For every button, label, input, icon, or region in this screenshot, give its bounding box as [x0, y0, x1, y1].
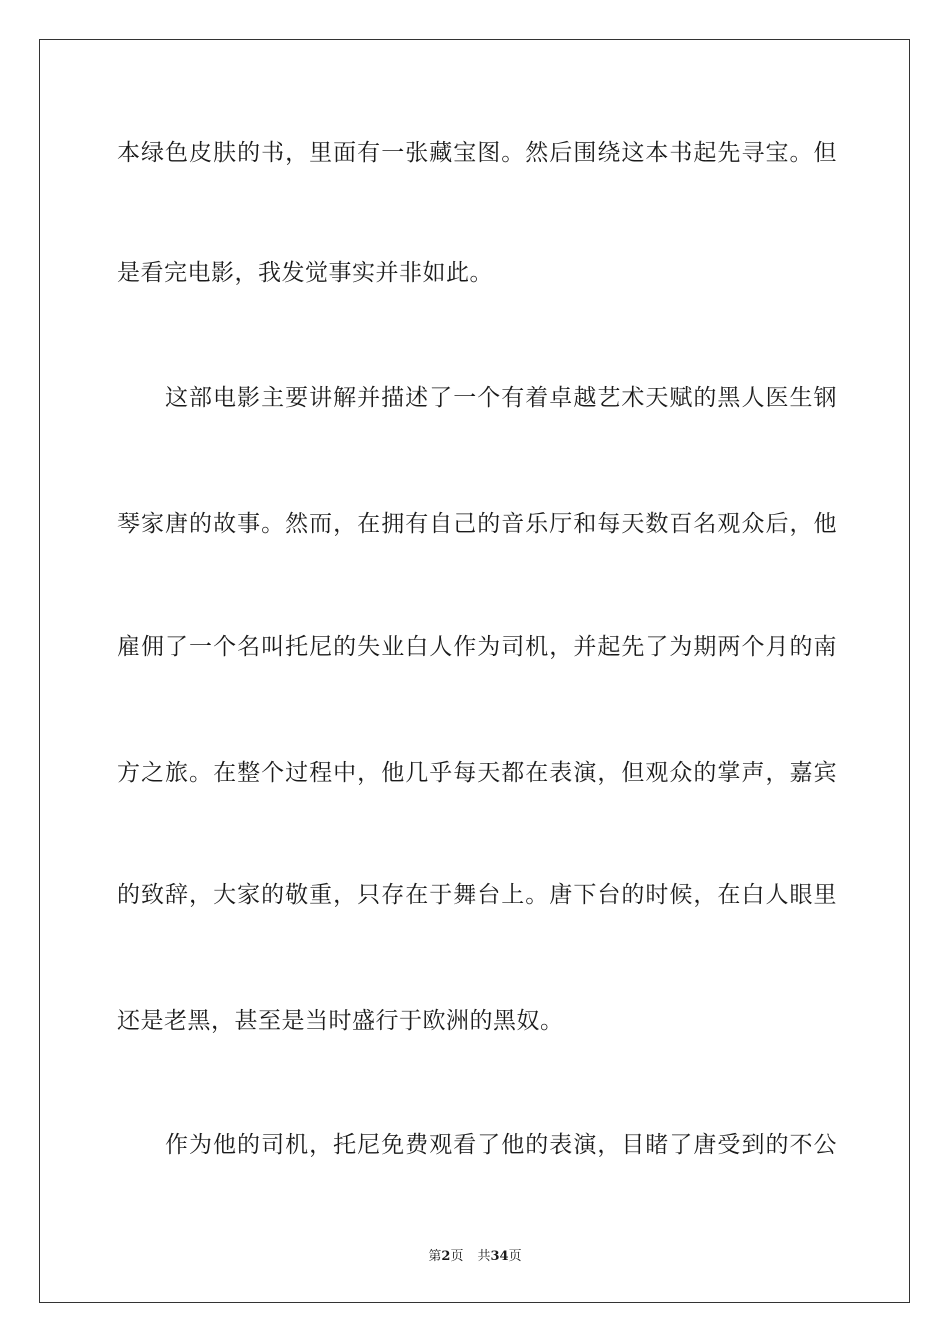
text-line: 雇佣了一个名叫托尼的失业白人作为司机，并起先了为期两个月的南 [117, 634, 837, 660]
page-number: 2 [441, 1249, 451, 1264]
page-footer [0, 1248, 950, 1266]
total-label-prefix: 共 [477, 1249, 491, 1264]
text-line: 方之旅。在整个过程中，他几乎每天都在表演，但观众的掌声，嘉宾 [117, 760, 837, 786]
total-label-suffix: 页 [508, 1249, 522, 1264]
text-line: 是看完电影，我发觉事实并非如此。 [117, 260, 493, 286]
page-label-prefix: 第 [428, 1249, 442, 1264]
text-line: 还是老黑，甚至是当时盛行于欧洲的黑奴。 [117, 1008, 564, 1034]
paragraph-first-line: 作为他的司机，托尼免费观看了他的表演，目睹了唐受到的不公 [165, 1132, 837, 1158]
total-pages: 34 [490, 1249, 509, 1264]
text-line: 琴家唐的故事。然而，在拥有自己的音乐厅和每天数百名观众后，他 [117, 511, 837, 537]
text-line: 的致辞，大家的敬重，只存在于舞台上。唐下台的时候，在白人眼里 [117, 882, 837, 908]
page-label-suffix: 页 [450, 1249, 464, 1264]
text-line: 本绿色皮肤的书，里面有一张藏宝图。然后围绕这本书起先寻宝。但 [117, 140, 837, 166]
page-border [39, 39, 910, 1303]
paragraph-first-line: 这部电影主要讲解并描述了一个有着卓越艺术天赋的黑人医生钢 [165, 385, 837, 411]
